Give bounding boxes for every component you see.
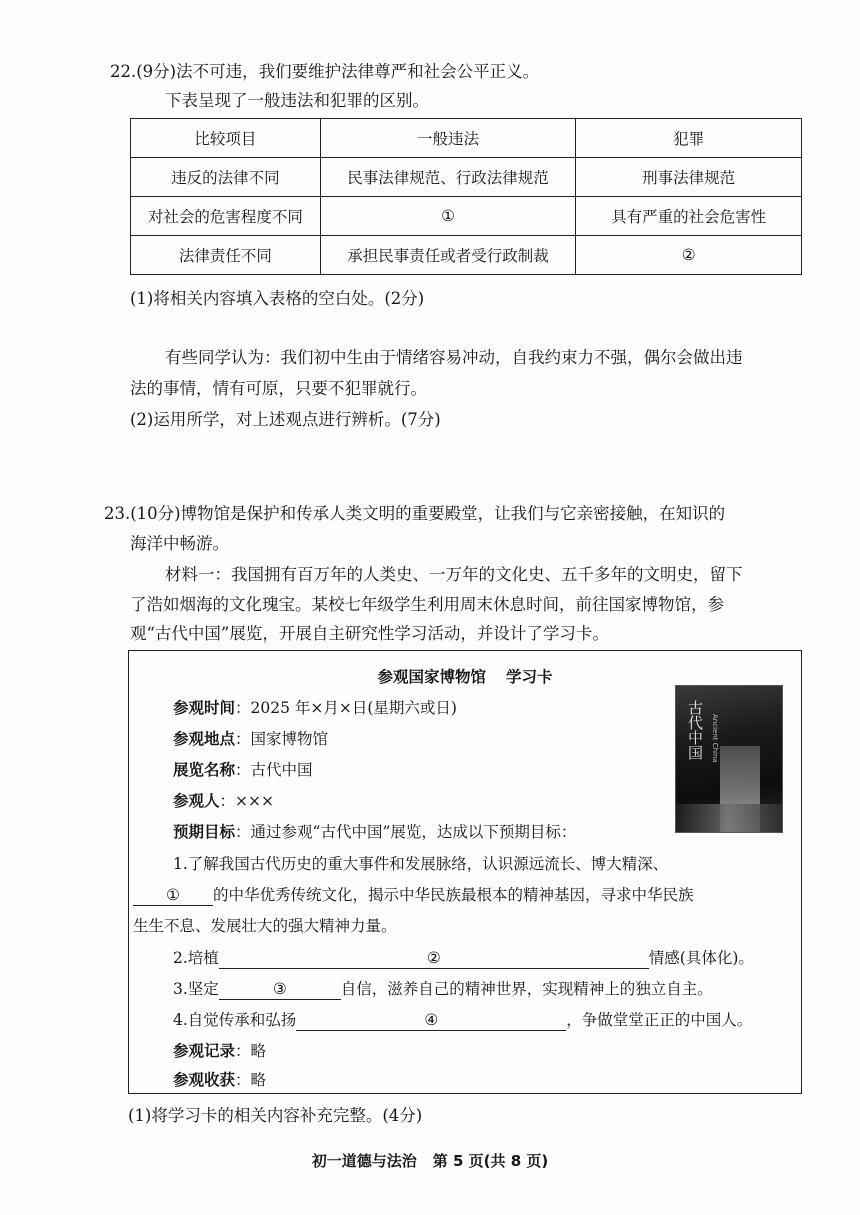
footer-page-number: 第 5 页(共 8 页) xyxy=(432,1152,549,1170)
goal-item-2 xyxy=(173,947,754,969)
table-cell-blank-2: ② xyxy=(576,236,802,275)
q23-material-line2: 了浩如烟海的文化瑰宝。某校七年级学生利用周末休息时间，前往国家博物馆，参 xyxy=(130,595,724,614)
goal-item-4-post: ，争做堂堂正正的中国人。 xyxy=(566,1011,753,1029)
q22-intro: 下表呈现了一般违法和犯罪的区别。 xyxy=(165,91,429,110)
visit-place-line xyxy=(173,728,328,750)
table-row xyxy=(131,197,802,236)
visit-gain-label: 参观收获 xyxy=(173,1071,236,1089)
q22-sub1: (1)将相关内容填入表格的空白处。(2分) xyxy=(130,289,425,308)
visit-record-label: 参观记录 xyxy=(173,1042,236,1060)
exhibition-name-line xyxy=(173,759,313,781)
q22-title: 22.(9分)法不可违，我们要维护法律尊严和社会公平正义。 xyxy=(110,62,540,81)
q23-title-line1: 23.(10分)博物馆是保护和传承人类文明的重要殿堂，让我们与它亲密接触，在知识的 xyxy=(104,504,726,523)
q23-sub1: (1)将学习卡的相关内容补充完整。(4分) xyxy=(128,1106,423,1125)
table-header-cell: 比较项目 xyxy=(131,119,321,158)
goal-item-3 xyxy=(173,978,713,1000)
study-card-title-sub: 学习卡 xyxy=(506,668,553,686)
goal-item-2-pre: 2.培植 xyxy=(173,949,219,967)
table-cell: 对社会的危害程度不同 xyxy=(131,197,321,236)
goal-item-1-line2 xyxy=(133,884,694,906)
q23-material-line3: 观“古代中国”展览，开展自主研究性学习活动，并设计了学习卡。 xyxy=(130,624,609,643)
visit-place-label: 参观地点 xyxy=(173,730,236,748)
exhibition-poster-image xyxy=(675,685,783,833)
table-header-cell: 一般违法 xyxy=(320,119,576,158)
exhibition-name-label: 展览名称 xyxy=(173,761,236,779)
page-footer xyxy=(0,1150,860,1171)
q23-material-line1: 材料一：我国拥有百万年的人类史、一万年的文化史、五千多年的文明史，留下 xyxy=(165,565,743,584)
visit-time-line xyxy=(173,697,457,719)
goal-item-4 xyxy=(173,1009,752,1031)
study-card xyxy=(128,650,802,1094)
q22-para-line1: 有些同学认为：我们初中生由于情绪容易冲动，自我约束力不强，偶尔会做出违 xyxy=(165,348,743,367)
study-card-title xyxy=(129,665,801,687)
visitor-line xyxy=(173,790,274,812)
poster-subtitle: Ancient China xyxy=(711,714,719,763)
table-header-row xyxy=(131,119,802,158)
comparison-table xyxy=(130,118,802,275)
visitor-value: ：××× xyxy=(219,792,274,810)
goal-item-1-line1: 1.了解我国古代历史的重大事件和发展脉络，认识源远流长、博大精深、 xyxy=(173,855,669,873)
q22-sub2: (2)运用所学，对上述观点进行辨析。(7分) xyxy=(130,410,441,429)
visit-place-value: ：国家博物馆 xyxy=(235,730,329,748)
visitor-label: 参观人 xyxy=(173,792,220,810)
table-row xyxy=(131,158,802,197)
footer-subject: 初一道德与法治 xyxy=(311,1152,417,1170)
table-cell: 法律责任不同 xyxy=(131,236,321,275)
table-row xyxy=(131,236,802,275)
goal-item-3-pre: 3.坚定 xyxy=(173,980,219,998)
table-cell-blank-1: ① xyxy=(320,197,576,236)
goal-item-3-post: 自信，滋养自己的精神世界，实现精神上的独立自主。 xyxy=(340,980,713,998)
visit-gain-line xyxy=(173,1069,266,1091)
blank-2: ② xyxy=(219,948,649,969)
table-cell: 刑事法律规范 xyxy=(576,158,802,197)
table-cell: 违反的法律不同 xyxy=(131,158,321,197)
visit-time-label: 参观时间 xyxy=(173,699,236,717)
blank-1: ① xyxy=(133,885,213,906)
table-header-cell: 犯罪 xyxy=(576,119,802,158)
poster-title: 古代中国 xyxy=(686,700,704,760)
goal-line xyxy=(173,821,576,843)
blank-3: ③ xyxy=(219,979,341,1000)
goal-label: 预期目标 xyxy=(173,823,236,841)
visit-record-value: ：略 xyxy=(235,1042,267,1060)
goal-item-4-pre: 4.自觉传承和弘扬 xyxy=(173,1011,297,1029)
exhibition-name-value: ：古代中国 xyxy=(235,761,313,779)
blank-4: ④ xyxy=(296,1010,566,1031)
goal-value: ：通过参观“古代中国”展览，达成以下预期目标： xyxy=(235,823,577,841)
goal-item-2-post: 情感(具体化)。 xyxy=(648,949,754,967)
goal-item-1-rest: 的中华优秀传统文化，揭示中华民族最根本的精神基因，寻求中华民族 xyxy=(213,886,694,904)
goal-item-1-line3: 生生不息、发展壮大的强大精神力量。 xyxy=(133,917,397,935)
poster-floor xyxy=(676,804,782,832)
q23-title-line2: 海洋中畅游。 xyxy=(130,534,229,553)
visit-time-value: ：2025 年×月×日(星期六或日) xyxy=(235,699,457,717)
visit-gain-value: ：略 xyxy=(235,1071,267,1089)
visit-record-line xyxy=(173,1040,266,1062)
q22-para-line2: 法的事情，情有可原，只要不犯罪就行。 xyxy=(130,379,427,398)
study-card-title-main: 参观国家博物馆 xyxy=(377,668,486,686)
table-cell: 具有严重的社会危害性 xyxy=(576,197,802,236)
table-cell: 民事法律规范、行政法律规范 xyxy=(320,158,576,197)
table-cell: 承担民事责任或者受行政制裁 xyxy=(320,236,576,275)
